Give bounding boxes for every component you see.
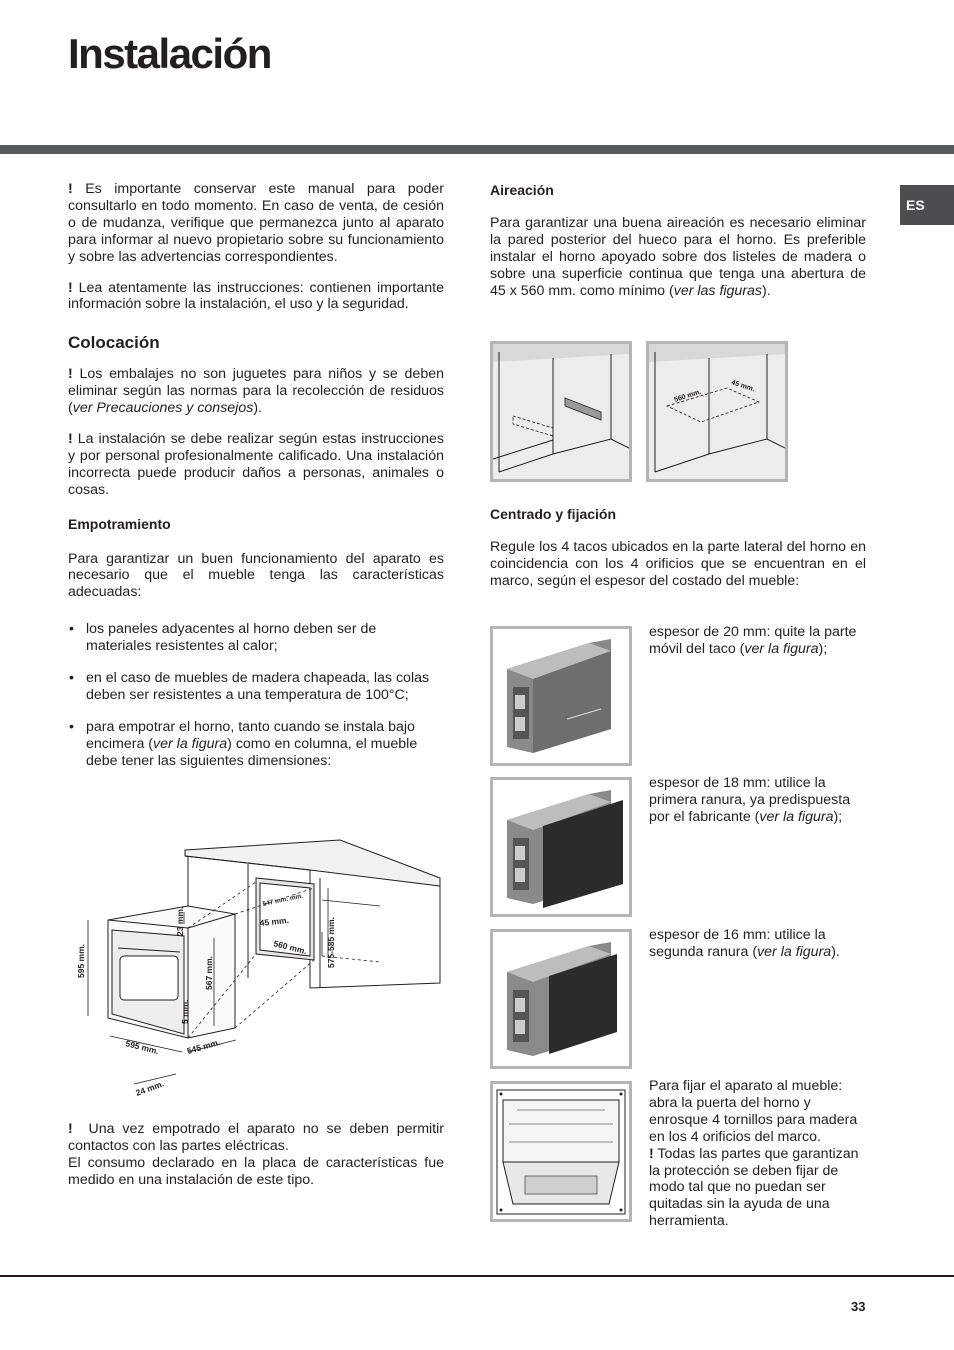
final-paragraph xyxy=(68,1121,444,1189)
warning-mark: ! xyxy=(68,366,73,383)
colocacion-paragraph-2 xyxy=(68,431,444,499)
colocacion-text-2: La instalación se debe realizar según estas instrucciones y por personal profesionalmente calificado. Una instalación incorrecta puede producir daños a personas, animales o cosas. xyxy=(68,430,444,498)
warning-mark: ! xyxy=(68,430,73,447)
text-end: ); xyxy=(818,640,828,657)
dim-560: 560 mm. xyxy=(272,938,308,957)
colocacion-paragraph-1 xyxy=(68,366,444,417)
centrado-block xyxy=(490,506,866,604)
aireacion-paragraph xyxy=(490,215,866,300)
oven-front-illustration xyxy=(493,1084,629,1219)
text-end: ). xyxy=(831,943,840,960)
dim-24: 24 mm. xyxy=(134,1078,166,1098)
right-column xyxy=(490,182,866,313)
bracket-18mm-illustration xyxy=(493,780,629,914)
warning-mark: ! xyxy=(68,181,73,197)
dim-595-width: 595 mm. xyxy=(124,1038,160,1057)
dim-595-height: 595 mm. xyxy=(76,943,86,978)
dim-23: 23 mm. xyxy=(175,906,185,936)
list-item xyxy=(68,719,444,770)
text-end: ). xyxy=(762,282,771,299)
fig-dim-45: 45 mm. xyxy=(730,379,756,394)
reference-link: ver la figura xyxy=(759,808,834,825)
list-item: • en el caso de muebles de madera chapeada, las colas deben ser resistentes a una temperatura de 100°C; xyxy=(68,670,444,704)
fixing-instructions: Para fijar el aparato al mueble: abra la puerta del horno y enrosque 4 tornillos para madera en los 4 orificios del marco. xyxy=(649,1078,858,1145)
reference-link: ver la figura xyxy=(757,943,832,960)
page-title: Instalación xyxy=(68,30,271,77)
battens-illustration xyxy=(493,344,629,479)
header-rule xyxy=(0,145,954,154)
reference-link: ver la figura xyxy=(744,640,819,657)
intro-text-2: Lea atentamente las instrucciones: contienen importante información sobre la instalación, el uso y la seguridad. xyxy=(68,279,444,313)
centrado-paragraph: Regule los 4 tacos ubicados en la parte lateral del horno en coincidencia con los 4 orificios que se encuentran en el marco, según el espesor del costado del mueble: xyxy=(490,538,866,589)
bracket-16mm-illustration xyxy=(493,932,629,1066)
final-text-2: El consumo declarado en la placa de características fue medido en una instalación de este tipo. xyxy=(68,1154,444,1188)
intro-text-1: Es importante conservar este manual para poder consultarlo en todo momento. En caso de venta, de cesión o de mudanza, verifique que permanezca junto al aparato para informar al nuevo propietario sobre su funcionamiento y sobre las advertencias correspondientes. xyxy=(68,181,444,265)
fixing-warning: Todas las partes que garantizan la protección se deben fijar de modo tal que no puedan ser quitadas sin la ayuda de una herramienta. xyxy=(649,1145,859,1230)
text-end: ). xyxy=(253,400,262,417)
dim-547: 547 mm. min. xyxy=(261,892,304,908)
bracket-18mm-text xyxy=(649,775,866,826)
aireacion-text: Para garantizar una buena aireación es necesario eliminar la pared posterior del hueco para el horno. Es preferible instalar el horno apoyado sobre dos listeles de madera o sobre una superficie continua que tenga una abertura de 45 x 560 mm. como mínimo ( xyxy=(490,214,866,299)
reference-link: ver las figuras xyxy=(673,282,763,299)
bracket-text: espesor de 20 mm: quite la parte móvil del taco ( xyxy=(649,624,857,657)
opening-illustration xyxy=(649,344,785,479)
subsection-title-empotramiento: Empotramiento xyxy=(68,515,171,532)
final-note xyxy=(68,1121,444,1189)
bracket-16mm-figure xyxy=(490,929,632,1069)
subsection-title-aireacion: Aireación xyxy=(490,182,554,198)
warning-mark: ! xyxy=(649,1145,654,1162)
page-number: 33 xyxy=(851,1299,866,1314)
fixing-text xyxy=(649,1078,866,1230)
warning-mark: ! xyxy=(68,1121,73,1137)
bracket-16mm-text xyxy=(649,927,866,961)
language-tab xyxy=(900,185,954,225)
dim-45: 45 mm. xyxy=(259,914,290,928)
bracket-text: espesor de 18 mm: utilice la primera ranura, ya predispuesta por el fabricante ( xyxy=(649,775,851,825)
text-end: ); xyxy=(833,808,843,825)
bullet-text: ) como en columna, el mueble debe tener las siguientes dimensiones: xyxy=(86,735,418,769)
warning-mark: ! xyxy=(68,279,73,296)
subsection-title-centrado: Centrado y fijación xyxy=(490,506,617,522)
bracket-text: espesor de 16 mm: utilice la segunda ranura ( xyxy=(649,927,826,960)
empotramiento-intro: Para garantizar un buen funcionamiento del aparato es necesario que el mueble tenga las características adecuadas: xyxy=(68,550,444,601)
final-text-1: Una vez empotrado el aparato no se deben permitir contactos con las partes eléctricas. xyxy=(68,1121,444,1154)
oven-fixing-figure xyxy=(490,1081,632,1222)
bracket-20mm-text xyxy=(649,624,866,658)
left-column xyxy=(68,181,444,785)
installation-dimensions-diagram xyxy=(70,838,445,1110)
ventilation-figure-opening xyxy=(646,341,788,482)
bracket-20mm-illustration xyxy=(493,629,629,763)
bracket-18mm-figure xyxy=(490,777,632,917)
dim-567: 567 mm. xyxy=(204,955,214,990)
dim-5: 5 mm. xyxy=(180,999,190,1024)
intro-paragraph-2 xyxy=(68,280,444,314)
intro-paragraph-1 xyxy=(68,181,444,266)
dim-575-585: 575-585 mm. xyxy=(326,916,336,968)
reference-link: ver la figura xyxy=(153,735,228,752)
bullet-text: para empotrar el horno, tanto cuando se instala bajo encimera ( xyxy=(86,718,415,752)
language-label: ES xyxy=(906,197,925,213)
footer-rule xyxy=(0,1275,954,1277)
requirements-list xyxy=(68,621,444,769)
list-item: • los paneles adyacentes al horno deben ser de materiales resistentes al calor; xyxy=(68,621,444,655)
fig-dim-560: 560 mm. xyxy=(673,388,703,404)
bracket-20mm-figure xyxy=(490,626,632,766)
dim-545: 545 mm. xyxy=(185,1036,222,1056)
colocacion-text-1: Los embalajes no son juguetes para niños y se deben eliminar según las normas para la recolección de residuos ( xyxy=(68,366,444,417)
reference-link: ver Precauciones y consejos xyxy=(72,400,254,417)
ventilation-figure-battens xyxy=(490,341,632,482)
section-title-colocacion: Colocación xyxy=(68,333,160,353)
